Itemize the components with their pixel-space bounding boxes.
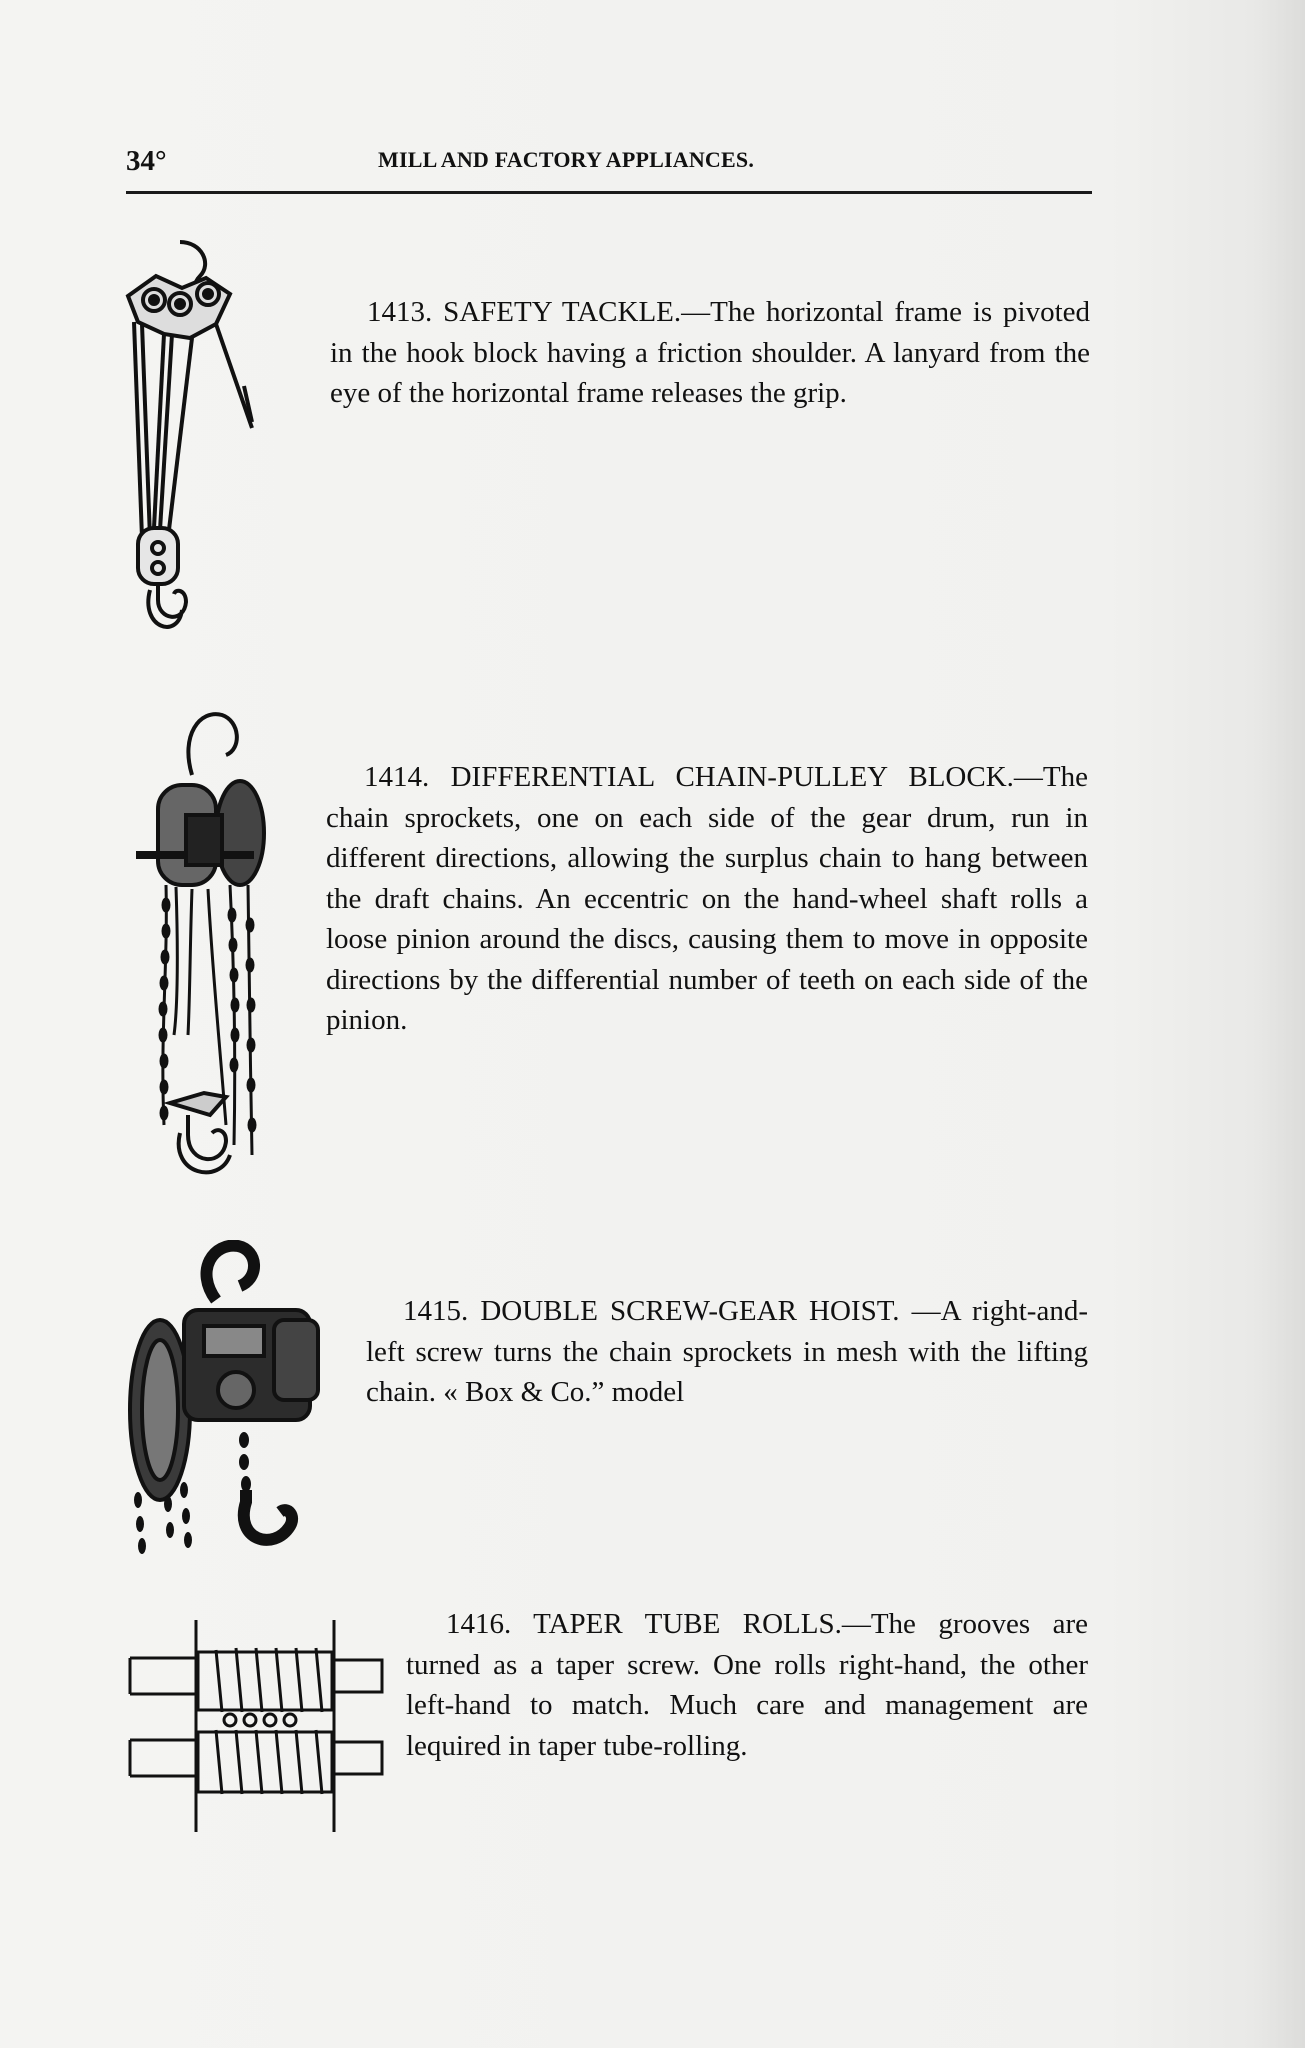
header-rule [126, 191, 1092, 194]
entry-1413 [330, 292, 1090, 414]
entry-number: 1416. [446, 1608, 512, 1640]
entry-text: DIFFERENTIAL CHAIN-PULLEY BLOCK.—The chain sprockets, one on each side of the gear drum, run in different directions, allowing the surplus chain to hang between the draft chains. An eccentric on the hand-wheel shaft rolls a loose pinion around the discs, causing them to move in opposite directions by the differential number of teeth on each side of the pinion. [326, 761, 1088, 1036]
safety-tackle-icon [120, 238, 270, 638]
page-number: 34° [126, 145, 167, 177]
entry-text: TAPER TUBE ROLLS.—The grooves are turned as a taper screw. One rolls right-hand, the other left-hand to match. Much care and management are lequired in taper tube-rolling. [406, 1608, 1089, 1762]
entry-1415 [366, 1291, 1088, 1413]
entry-1414 [326, 757, 1088, 1041]
taper-tube-rolls-icon [126, 1616, 396, 1836]
entry-number: 1414. [364, 761, 430, 793]
entry-text: DOUBLE SCREW-GEAR HOIST. —A right-and-left screw turns the chain sprockets in mesh with the lifting chain. « Box & Co.” model [366, 1295, 1088, 1408]
chain-pulley-block-icon [130, 705, 280, 1185]
entry-text: SAFETY TACKLE.—The horizontal frame is pivoted in the hook block having a friction shoulder. A lanyard from the eye of the horizontal frame releases the grip. [330, 296, 1090, 409]
entry-number: 1415. [403, 1295, 469, 1327]
running-title: MILL AND FACTORY APPLIANCES. [378, 147, 755, 172]
entry-number: 1413. [367, 296, 433, 328]
entry-1416 [406, 1604, 1088, 1766]
screw-gear-hoist-icon [124, 1240, 334, 1556]
